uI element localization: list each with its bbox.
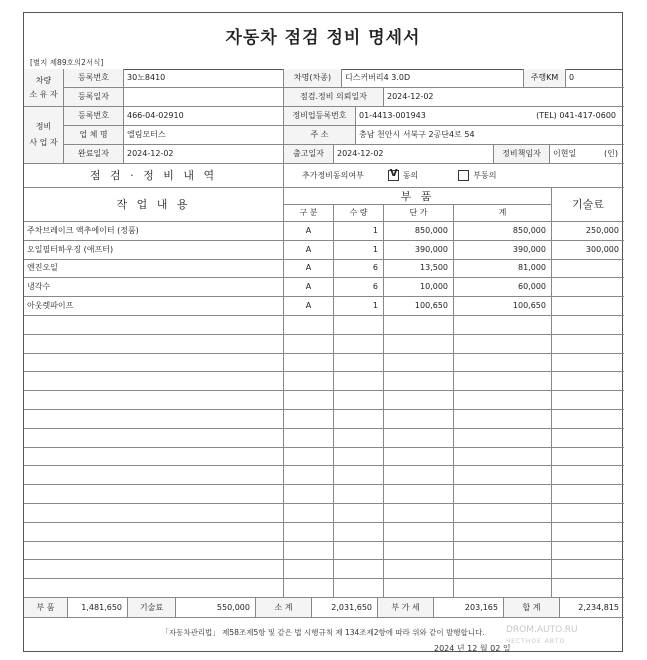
- request-date-label: 점검.정비 의뢰일자: [284, 88, 384, 107]
- row-10-labor: [552, 391, 624, 410]
- document-title: 자동차 점검 정비 명세서: [225, 28, 421, 48]
- row-12-type: [284, 429, 334, 448]
- row-13-unit: [384, 448, 454, 467]
- row-1-unit: 850,000: [384, 222, 454, 241]
- row-14-labor: [552, 466, 624, 485]
- row-16-qty: [334, 504, 384, 523]
- row-8-unit: [384, 354, 454, 373]
- row-2-type: A: [284, 241, 334, 260]
- mileage-label: 주행KM: [524, 69, 566, 88]
- row-13-type: [284, 448, 334, 467]
- row-7-amount: [454, 335, 552, 354]
- legal-note: 「자동차관리법」 제58조제5항 및 같은 법 시행규칙 제 134조제2항에 따라 위와 같이 발행합니다.: [161, 628, 485, 637]
- row-7-labor: [552, 335, 624, 354]
- row-2-unit: 390,000: [384, 241, 454, 260]
- row-9-labor: [552, 372, 624, 391]
- business-reg-no: 466-04-02910: [124, 107, 284, 126]
- total-parts: 1,481,650: [68, 598, 128, 618]
- row-15-labor: [552, 485, 624, 504]
- row-17-qty: [334, 523, 384, 542]
- row-17-labor: [552, 523, 624, 542]
- row-12-qty: [334, 429, 384, 448]
- row-15-type: [284, 485, 334, 504]
- row-13-amount: [454, 448, 552, 467]
- row-8-labor: [552, 354, 624, 373]
- row-19-amount: [454, 560, 552, 579]
- row-16-work: [24, 504, 284, 523]
- form-number: [별지 제89호의2서식]: [30, 58, 104, 67]
- business-label-2: 사 업 자: [29, 138, 58, 147]
- row-7-work: [24, 335, 284, 354]
- watermark-subtext: ЧЕСТНОЕ АВТО: [506, 638, 566, 645]
- row-17-amount: [454, 523, 552, 542]
- company-name: 엘림모터스: [124, 126, 284, 145]
- row-8-amount: [454, 354, 552, 373]
- agree-label: 동의: [402, 170, 419, 180]
- row-16-type: [284, 504, 334, 523]
- row-16-amount: [454, 504, 552, 523]
- watermark: [506, 625, 631, 649]
- row-16-unit: [384, 504, 454, 523]
- parts-header: 부 품: [284, 188, 552, 205]
- grand-total: 2,234,815: [560, 598, 624, 618]
- row-3-work: 엔진오일: [24, 260, 284, 279]
- row-2-work: 오일필터하우징 (애프터): [24, 241, 284, 260]
- row-20-labor: [552, 579, 624, 598]
- shop-reg-no: 01-4413-001943: [359, 111, 426, 120]
- row-6-type: [284, 316, 334, 335]
- row-7-type: [284, 335, 334, 354]
- owner-label-2: 소 유 자: [29, 89, 58, 99]
- row-1-amount: 850,000: [454, 222, 552, 241]
- row-18-unit: [384, 542, 454, 561]
- row-19-unit: [384, 560, 454, 579]
- address-value: 충남 천안시 서북구 2공단4로 54: [356, 126, 624, 145]
- vat: 203,165: [434, 598, 504, 618]
- row-14-amount: [454, 466, 552, 485]
- row-20-type: [284, 579, 334, 598]
- col-unit: 단 가: [384, 205, 454, 222]
- row-15-unit: [384, 485, 454, 504]
- manager-cell: [550, 145, 624, 164]
- row-4-type: A: [284, 278, 334, 297]
- row-13-qty: [334, 448, 384, 467]
- total-parts-label: 부 품: [24, 598, 68, 618]
- shop-tel: (TEL) 041-417-0600: [536, 111, 616, 120]
- business-section-label: [24, 107, 64, 164]
- row-5-amount: 100,650: [454, 297, 552, 316]
- row-6-qty: [334, 316, 384, 335]
- owner-section-label: [24, 69, 64, 107]
- manager-seal: (인): [604, 149, 618, 158]
- row-1-work: 주차브레이크 액추에이터 (정품): [24, 222, 284, 241]
- row-10-type: [284, 391, 334, 410]
- row-3-qty: 6: [334, 260, 384, 279]
- maintenance-statement: [23, 12, 623, 652]
- row-18-amount: [454, 542, 552, 561]
- row-7-unit: [384, 335, 454, 354]
- row-4-labor: [552, 278, 624, 297]
- row-1-labor: 250,000: [552, 222, 624, 241]
- disagree-label: 부동의: [473, 170, 497, 180]
- model-label: 차명(차종): [284, 69, 342, 88]
- row-11-labor: [552, 410, 624, 429]
- row-1-type: A: [284, 222, 334, 241]
- labor-header: 기술료: [552, 188, 624, 222]
- row-8-type: [284, 354, 334, 373]
- request-date: 2024-12-02: [384, 88, 624, 107]
- row-1-qty: 1: [334, 222, 384, 241]
- owner-reg-date-label: 등록일자: [64, 88, 124, 107]
- row-17-type: [284, 523, 334, 542]
- consent-label: 추가정비동의여부: [302, 170, 364, 180]
- row-6-unit: [384, 316, 454, 335]
- row-5-work: 아웃렛파이프: [24, 297, 284, 316]
- row-17-work: [24, 523, 284, 542]
- shop-reg-label: 정비업등록번호: [284, 107, 356, 126]
- row-5-qty: 1: [334, 297, 384, 316]
- model-value: 디스커버리4 3.0D: [342, 69, 524, 88]
- row-3-unit: 13,500: [384, 260, 454, 279]
- row-14-type: [284, 466, 334, 485]
- agree-checkbox[interactable]: [388, 170, 399, 181]
- row-11-qty: [334, 410, 384, 429]
- row-5-unit: 100,650: [384, 297, 454, 316]
- row-2-labor: 300,000: [552, 241, 624, 260]
- row-12-unit: [384, 429, 454, 448]
- row-10-work: [24, 391, 284, 410]
- owner-reg-no-label: 등록번호: [64, 69, 124, 88]
- manager-name: 이현일: [553, 149, 577, 158]
- row-5-labor: [552, 297, 624, 316]
- business-reg-no-label: 등록번호: [64, 107, 124, 126]
- complete-date-label: 완료일자: [64, 145, 124, 164]
- row-19-work: [24, 560, 284, 579]
- manager-label: 정비책임자: [494, 145, 550, 164]
- business-label-1: 정비: [35, 122, 52, 131]
- release-date-label: 출고일자: [284, 145, 334, 164]
- total-labor: 550,000: [176, 598, 256, 618]
- owner-reg-date: [124, 88, 284, 107]
- row-2-amount: 390,000: [454, 241, 552, 260]
- row-13-work: [24, 448, 284, 467]
- row-19-qty: [334, 560, 384, 579]
- col-type: 구 분: [284, 205, 334, 222]
- disagree-checkbox[interactable]: [458, 170, 469, 181]
- vat-label: 부 가 세: [378, 598, 434, 618]
- row-9-work: [24, 372, 284, 391]
- release-date: 2024-12-02: [334, 145, 494, 164]
- address-label: 주 소: [284, 126, 356, 145]
- row-6-work: [24, 316, 284, 335]
- row-20-qty: [334, 579, 384, 598]
- row-15-work: [24, 485, 284, 504]
- row-14-work: [24, 466, 284, 485]
- row-17-unit: [384, 523, 454, 542]
- row-20-work: [24, 579, 284, 598]
- issue-date: 2024 년 12 월 02 일: [434, 644, 511, 653]
- subtotal: 2,031,650: [312, 598, 378, 618]
- row-14-unit: [384, 466, 454, 485]
- row-7-qty: [334, 335, 384, 354]
- row-6-amount: [454, 316, 552, 335]
- consent-row: [284, 164, 624, 188]
- row-16-labor: [552, 504, 624, 523]
- row-8-qty: [334, 354, 384, 373]
- row-19-labor: [552, 560, 624, 579]
- row-3-labor: [552, 260, 624, 279]
- complete-date: 2024-12-02: [124, 145, 284, 164]
- row-4-qty: 6: [334, 278, 384, 297]
- row-10-unit: [384, 391, 454, 410]
- row-8-work: [24, 354, 284, 373]
- row-15-amount: [454, 485, 552, 504]
- watermark-text: DROM.AUTO.RU: [506, 625, 578, 635]
- row-11-type: [284, 410, 334, 429]
- row-6-labor: [552, 316, 624, 335]
- row-18-type: [284, 542, 334, 561]
- row-4-work: 냉각수: [24, 278, 284, 297]
- col-amount: 계: [454, 205, 552, 222]
- row-18-work: [24, 542, 284, 561]
- row-11-amount: [454, 410, 552, 429]
- row-4-amount: 60,000: [454, 278, 552, 297]
- row-19-type: [284, 560, 334, 579]
- row-5-type: A: [284, 297, 334, 316]
- grand-total-label: 합 계: [504, 598, 560, 618]
- row-12-work: [24, 429, 284, 448]
- owner-reg-no: 30노8410: [124, 69, 284, 88]
- row-15-qty: [334, 485, 384, 504]
- row-4-unit: 10,000: [384, 278, 454, 297]
- total-labor-label: 기술료: [128, 598, 176, 618]
- row-12-amount: [454, 429, 552, 448]
- row-3-type: A: [284, 260, 334, 279]
- row-9-qty: [334, 372, 384, 391]
- work-header: 작 업 내 용: [24, 188, 284, 222]
- company-label: 업 체 명: [64, 126, 124, 145]
- row-11-unit: [384, 410, 454, 429]
- row-11-work: [24, 410, 284, 429]
- row-10-qty: [334, 391, 384, 410]
- shop-reg-cell: [356, 107, 624, 126]
- row-14-qty: [334, 466, 384, 485]
- row-18-qty: [334, 542, 384, 561]
- owner-label-1: 차량: [35, 75, 52, 85]
- subtotal-label: 소 계: [256, 598, 312, 618]
- row-3-amount: 81,000: [454, 260, 552, 279]
- row-9-unit: [384, 372, 454, 391]
- row-9-type: [284, 372, 334, 391]
- row-9-amount: [454, 372, 552, 391]
- row-10-amount: [454, 391, 552, 410]
- row-2-qty: 1: [334, 241, 384, 260]
- row-20-unit: [384, 579, 454, 598]
- mileage-value: 0: [566, 69, 624, 88]
- inspection-header: 점 검 · 정 비 내 역: [24, 164, 284, 188]
- row-20-amount: [454, 579, 552, 598]
- row-12-labor: [552, 429, 624, 448]
- row-13-labor: [552, 448, 624, 467]
- row-18-labor: [552, 542, 624, 561]
- col-qty: 수 량: [334, 205, 384, 222]
